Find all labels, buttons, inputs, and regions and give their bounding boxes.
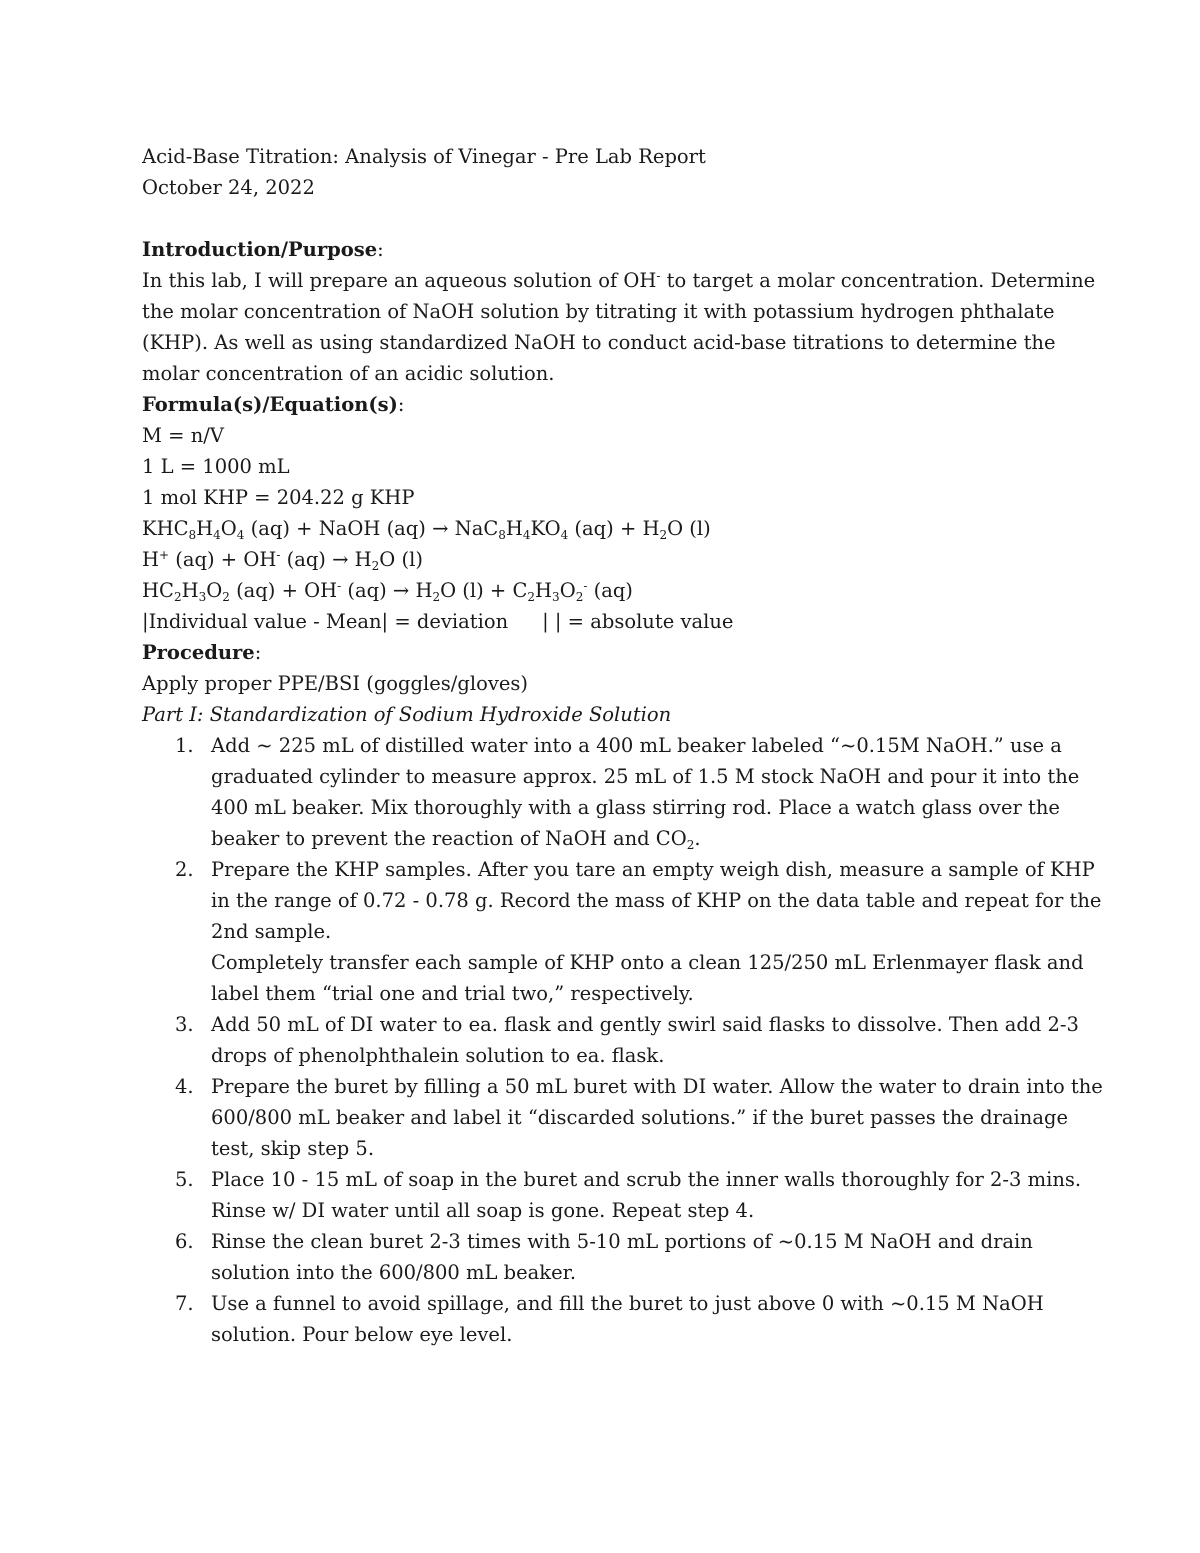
step-line: Prepare the buret by filling a 50 mL buret with DI water. Allow the water to drain into the	[211, 1075, 1103, 1098]
equation-neutralization	[142, 544, 1060, 575]
eq-text: KO	[530, 517, 561, 540]
formula-deviation	[142, 606, 1060, 637]
formulas-heading-colon: :	[397, 393, 405, 416]
procedure-step-3	[142, 1009, 1079, 1071]
step-line: Use a funnel to avoid spillage, and fill the buret to just above 0 with ~0.15 M NaOH	[211, 1292, 1044, 1315]
eq-text: (aq)	[587, 579, 633, 602]
eq-text: H	[142, 548, 160, 571]
eq-text: (aq) + H	[568, 517, 660, 540]
formula-molarity: M = n/V	[142, 424, 224, 447]
procedure-heading-text: Procedure	[142, 641, 255, 664]
superscript: -	[583, 579, 588, 593]
step-number: 5.	[175, 1168, 194, 1191]
step-line: drops of phenolphthalein solution to ea. flask.	[211, 1044, 665, 1067]
step-line: label them “trial one and trial two,” respectively.	[211, 982, 694, 1005]
equation-acetic-acid	[142, 575, 1060, 606]
eq-text: (aq) → H	[341, 579, 433, 602]
document-title: Acid-Base Titration: Analysis of Vinegar - Pre Lab Report	[142, 145, 706, 168]
deviation-text: |Individual value - Mean| = deviation	[142, 610, 509, 633]
step-text: beaker to prevent the reaction of NaOH and CO	[211, 827, 687, 850]
subscript: 2	[575, 590, 584, 604]
step-line: 400 mL beaker. Mix thoroughly with a glass stirring rod. Place a watch glass over the	[211, 796, 1060, 819]
step-line: in the range of 0.72 - 0.78 g. Record the mass of KHP on the data table and repeat for the	[211, 889, 1102, 912]
superscript: +	[159, 548, 170, 562]
step-line: Rinse the clean buret 2-3 times with 5-10 mL portions of ~0.15 M NaOH and drain	[211, 1230, 1033, 1253]
eq-text: O (l)	[667, 517, 711, 540]
step-line: Prepare the KHP samples. After you tare an empty weigh dish, measure a sample of KHP	[211, 858, 1095, 881]
formulas-heading-text: Formula(s)/Equation(s)	[142, 393, 398, 416]
step-number: 4.	[175, 1075, 194, 1098]
procedure-step-1	[142, 730, 1080, 854]
intro-line-2: the molar concentration of NaOH solution by titrating it with potassium hydrogen phthalate	[142, 300, 1055, 323]
procedure-step-4	[142, 1071, 1103, 1164]
procedure-step-2	[142, 854, 1102, 1009]
step-line: solution. Pour below eye level.	[211, 1323, 513, 1346]
eq-text: HC	[142, 579, 174, 602]
subscript: 8	[498, 528, 506, 542]
step-line	[211, 823, 1060, 854]
step-text: .	[694, 827, 701, 850]
step-number: 6.	[175, 1230, 194, 1253]
subscript: 2	[173, 590, 182, 604]
step-line: Add ~ 225 mL of distilled water into a 400 mL beaker labeled “~0.15M NaOH.” use a	[211, 734, 1062, 757]
eq-text: O (l)	[379, 548, 423, 571]
superscript: -	[337, 579, 342, 593]
step-line: 2nd sample.	[211, 920, 332, 943]
intro-heading-colon: :	[377, 238, 384, 261]
blank-line	[142, 203, 1060, 234]
step-line: Place 10 - 15 mL of soap in the buret and scrub the inner walls thoroughly for 2-3 mins.	[211, 1168, 1082, 1191]
equation-khp-naoh	[142, 513, 1060, 544]
procedure-heading	[142, 637, 1060, 668]
procedure-step-6	[142, 1226, 1060, 1288]
superscript: -	[276, 548, 281, 562]
procedure-steps	[142, 730, 1103, 1350]
subscript: 2	[371, 559, 380, 573]
eq-text: (aq) → H	[280, 548, 372, 571]
intro-heading	[142, 234, 1060, 265]
step-line: Add 50 mL of DI water to ea. flask and gently swirl said flasks to dissolve. Then add 2-3	[211, 1013, 1079, 1036]
eq-text: H	[535, 579, 553, 602]
eq-text: H	[505, 517, 523, 540]
document-date: October 24, 2022	[142, 176, 315, 199]
eq-text: O	[206, 579, 223, 602]
eq-text: O (l) + C	[440, 579, 528, 602]
eq-text: (aq) + OH	[229, 579, 338, 602]
eq-text: O	[220, 517, 237, 540]
step-number: 3.	[175, 1013, 194, 1036]
step-line: Rinse w/ DI water until all soap is gone. Repeat step 4.	[211, 1199, 755, 1222]
formulas-heading	[142, 389, 1060, 420]
subscript: 8	[188, 528, 197, 542]
formula-liter-conversion: 1 L = 1000 mL	[142, 455, 290, 478]
subscript: 2	[686, 838, 695, 852]
subscript: 2	[659, 528, 668, 542]
eq-text: (aq) + OH	[169, 548, 277, 571]
step-line: Completely transfer each sample of KHP onto a clean 125/250 mL Erlenmayer flask and	[211, 951, 1084, 974]
step-number: 1.	[175, 734, 194, 757]
step-number: 7.	[175, 1292, 194, 1315]
subscript: 2	[222, 590, 230, 604]
eq-text: O	[559, 579, 576, 602]
intro-line-3: (KHP). As well as using standardized NaOH to conduct acid-base titrations to determine the	[142, 331, 1056, 354]
superscript: -	[656, 269, 661, 283]
subscript: 2	[432, 590, 441, 604]
intro-heading-text: Introduction/Purpose	[142, 238, 378, 261]
procedure-heading-colon: :	[254, 641, 262, 664]
subscript: 3	[198, 590, 207, 604]
procedure-step-7	[142, 1288, 1060, 1350]
procedure-step-5	[142, 1164, 1082, 1226]
subscript: 2	[527, 590, 536, 604]
intro-line-4: molar concentration of an acidic solution.	[142, 362, 555, 385]
subscript: 4	[522, 528, 531, 542]
formula-khp-molar-mass: 1 mol KHP = 204.22 g KHP	[142, 486, 415, 509]
subscript: 4	[560, 528, 569, 542]
step-line: graduated cylinder to measure approx. 25 mL of 1.5 M stock NaOH and pour it into the	[211, 765, 1080, 788]
eq-text: KHC	[142, 517, 189, 540]
eq-text: H	[181, 579, 199, 602]
subscript: 4	[213, 528, 221, 542]
intro-line-1	[142, 265, 1096, 296]
part-one-title: Part I: Standardization of Sodium Hydroxide Solution	[142, 703, 672, 726]
subscript: 3	[552, 590, 560, 604]
step-line: 600/800 mL beaker and label it “discarded solutions.” if the buret passes the drainage	[211, 1106, 1068, 1129]
step-line: solution into the 600/800 mL beaker.	[211, 1261, 577, 1284]
intro-text: to target a molar concentration. Determine	[660, 269, 1096, 292]
procedure-ppe: Apply proper PPE/BSI (goggles/gloves)	[142, 672, 529, 695]
subscript: 4	[236, 528, 245, 542]
eq-text: H	[196, 517, 214, 540]
intro-text: In this lab, I will prepare an aqueous solution of OH	[142, 269, 657, 292]
absolute-value-text: | | = absolute value	[542, 610, 734, 633]
step-line: test, skip step 5.	[211, 1137, 375, 1160]
step-number: 2.	[175, 858, 194, 881]
eq-text: (aq) + NaOH (aq) → NaC	[244, 517, 499, 540]
